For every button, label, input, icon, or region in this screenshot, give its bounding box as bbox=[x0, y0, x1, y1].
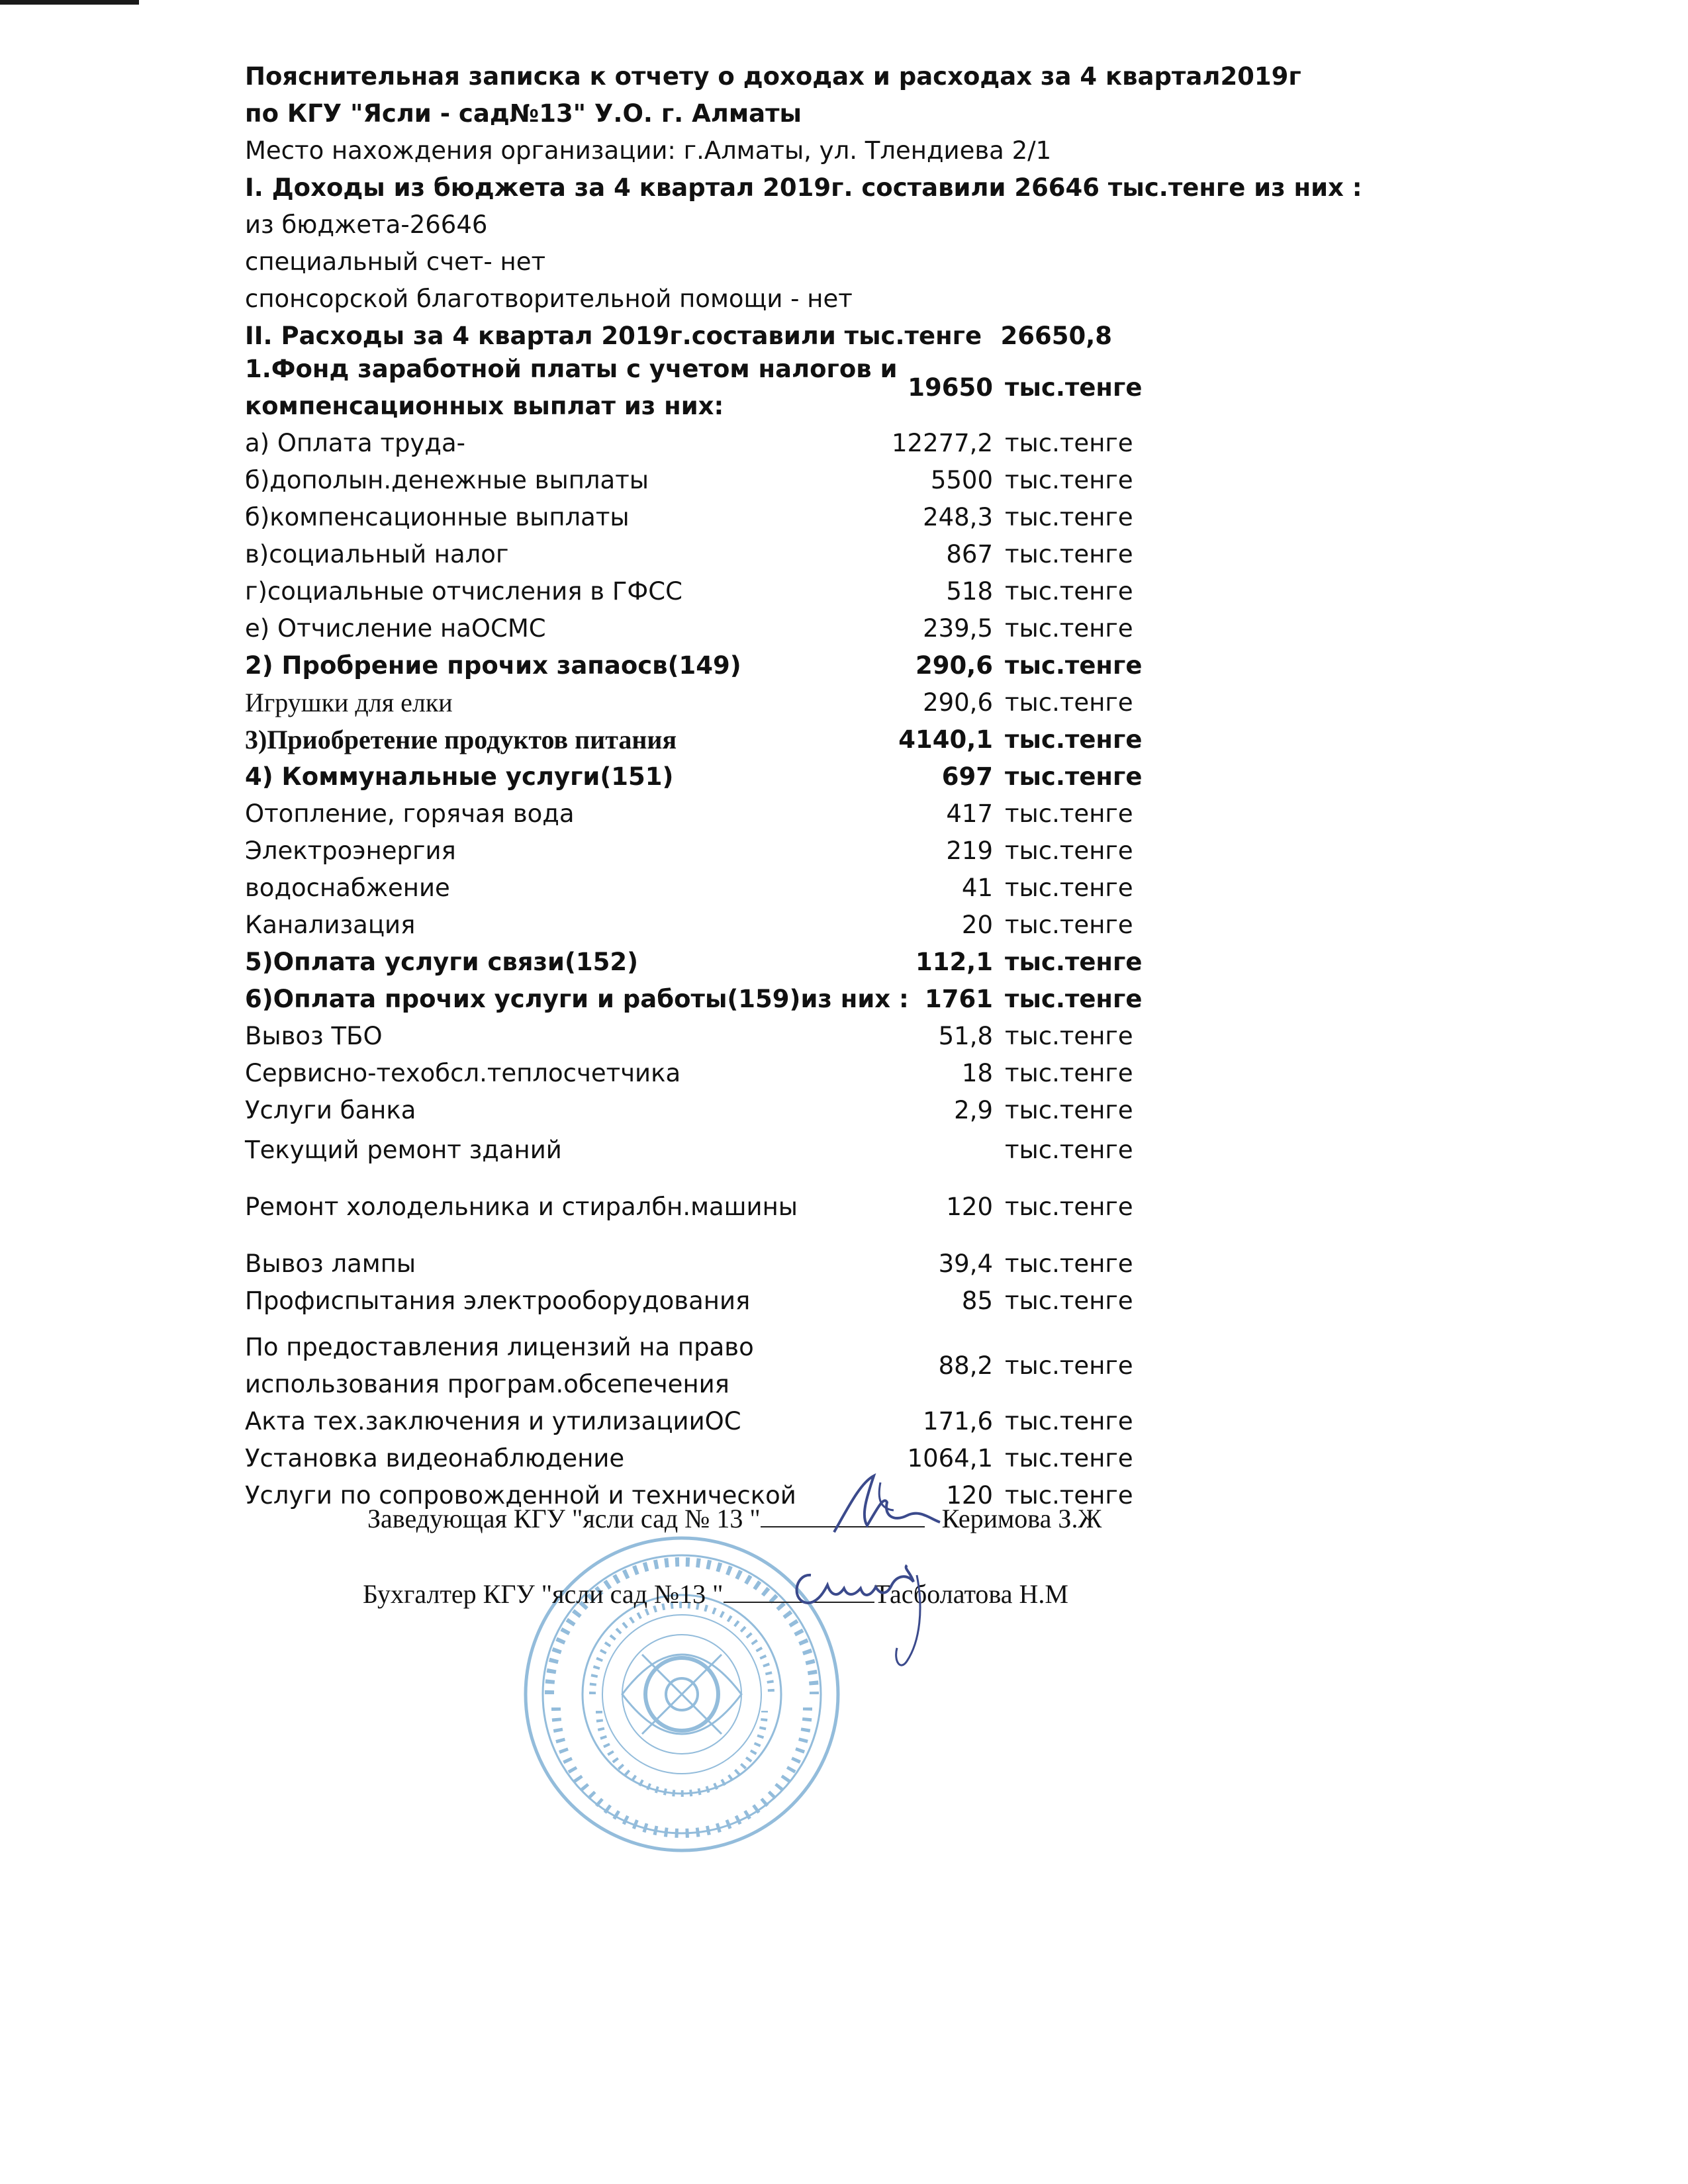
expense-value: 290,6 bbox=[915, 651, 993, 680]
expense-label: Услуги банка bbox=[245, 1096, 416, 1124]
expense-row bbox=[245, 758, 1143, 796]
organization-location: Место нахождения организации: г.Алматы, ул. Тлендиева 2/1 bbox=[245, 136, 1052, 165]
expense-label: 3)Приобретение продуктов питания bbox=[245, 725, 677, 754]
expense-row bbox=[245, 1403, 1133, 1440]
scan-edge-mark bbox=[0, 0, 139, 5]
expense-unit: тыс.тенге bbox=[1005, 1136, 1133, 1164]
expense-unit: тыс.тенге bbox=[1005, 614, 1133, 643]
expense-label: Отопление, горячая вода bbox=[245, 799, 575, 828]
accountant-signature-label: Бухгалтер КГУ "ясли сад №13 " bbox=[363, 1579, 724, 1609]
payroll-value: 19650 bbox=[908, 373, 993, 402]
expense-row bbox=[245, 1189, 1133, 1226]
expense-value: 2,9 bbox=[954, 1096, 993, 1124]
income-sponsor: спонсорской благотворительной помощи - нет bbox=[245, 285, 853, 313]
expense-unit: тыс.тенге bbox=[1005, 837, 1133, 865]
expense-label: 4) Коммунальные услуги(151) bbox=[245, 762, 674, 791]
license-label-line2: использования програм.обсепечения bbox=[245, 1370, 729, 1398]
expense-row bbox=[245, 610, 1133, 647]
expense-row bbox=[245, 1092, 1133, 1129]
income-heading: I. Доходы из бюджета за 4 квартал 2019г. составили 26646 тыс.тенге из них : bbox=[245, 173, 1362, 202]
expense-row bbox=[245, 1132, 1133, 1169]
expense-value: 5500 bbox=[930, 466, 993, 494]
expense-unit: тыс.тенге bbox=[1005, 540, 1133, 569]
expense-label: е) Отчисление наОСМС bbox=[245, 614, 546, 643]
expense-label: Вывоз ТБО bbox=[245, 1022, 383, 1050]
document-title-line2: по КГУ "Ясли - сад№13" У.О. г. Алматы bbox=[245, 99, 802, 128]
expense-label: б)дополын.денежные выплаты bbox=[245, 466, 649, 494]
payroll-row bbox=[245, 351, 1143, 425]
expense-unit: тыс.тенге bbox=[1005, 1250, 1133, 1278]
accountant-signature-line bbox=[363, 1578, 1068, 1610]
expense-row bbox=[245, 647, 1143, 684]
expense-row bbox=[245, 907, 1133, 944]
expense-value: 219 bbox=[946, 837, 993, 865]
expense-unit: тыс.тенге bbox=[1005, 1407, 1133, 1435]
expense-unit: тыс.тенге bbox=[1005, 1022, 1133, 1050]
expense-label: Профиспытания электрооборудования bbox=[245, 1287, 751, 1315]
expense-value: 20 bbox=[961, 911, 993, 939]
document-title-line1: Пояснительная записка к отчету о доходах и расходах за 4 квартал2019г bbox=[245, 62, 1301, 91]
expense-value: 39,4 bbox=[938, 1250, 993, 1278]
expense-label: Электроэнергия bbox=[245, 837, 456, 865]
head-signature-label: Заведующая КГУ "ясли сад № 13 " bbox=[367, 1504, 761, 1533]
expense-row bbox=[245, 684, 1133, 721]
expense-value: 1761 bbox=[925, 985, 993, 1013]
expense-unit: тыс.тенге bbox=[1005, 503, 1133, 531]
income-special-account: специальный счет- нет bbox=[245, 248, 546, 276]
expense-label: Сервисно-техобсл.теплосчетчика bbox=[245, 1059, 681, 1087]
expense-label: 5)Оплата услуги связи(152) bbox=[245, 948, 639, 976]
expense-row bbox=[245, 833, 1133, 870]
expense-row bbox=[245, 499, 1133, 536]
expenses-heading: II. Расходы за 4 квартал 2019г.составили тыс.тенге bbox=[245, 322, 982, 350]
expense-unit: тыс.тенге bbox=[1005, 799, 1133, 828]
license-unit: тыс.тенге bbox=[1005, 1351, 1133, 1380]
expense-row bbox=[245, 944, 1143, 981]
expense-label: Канализация bbox=[245, 911, 416, 939]
expense-label: 2) Пробрение прочих запаосв(149) bbox=[245, 651, 741, 680]
license-row bbox=[245, 1329, 1133, 1403]
expense-row bbox=[245, 573, 1133, 610]
expense-value: 171,6 bbox=[923, 1407, 993, 1435]
expense-label: Услуги по сопровожденной и технической bbox=[245, 1481, 796, 1510]
expense-unit: тыс.тенге bbox=[1005, 577, 1133, 606]
expense-row bbox=[245, 536, 1133, 573]
expense-row bbox=[245, 1440, 1133, 1477]
expense-unit: тыс.тенге bbox=[1005, 1096, 1133, 1124]
expense-value: 417 bbox=[946, 799, 993, 828]
expense-label: в)социальный налог bbox=[245, 540, 509, 569]
expense-unit: тыс.тенге bbox=[1005, 429, 1133, 457]
expense-value: 51,8 bbox=[938, 1022, 993, 1050]
expense-row bbox=[245, 1283, 1133, 1320]
expense-unit: тыс.тенге bbox=[1005, 762, 1143, 791]
expense-row bbox=[245, 425, 1133, 462]
expense-label: б)компенсационные выплаты bbox=[245, 503, 630, 531]
expense-row bbox=[245, 721, 1143, 758]
expense-value: 248,3 bbox=[923, 503, 993, 531]
expense-value: 867 bbox=[946, 540, 993, 569]
payroll-label-line2: компенсационных выплат из них: bbox=[245, 392, 724, 420]
expense-row bbox=[245, 796, 1133, 833]
expense-unit: тыс.тенге bbox=[1005, 874, 1133, 902]
expense-value: 120 bbox=[946, 1481, 993, 1510]
expense-row bbox=[245, 1055, 1133, 1092]
expense-row bbox=[245, 462, 1133, 499]
expense-unit: тыс.тенге bbox=[1005, 948, 1143, 976]
expense-value: 1064,1 bbox=[907, 1444, 993, 1473]
expense-label: 6)Оплата прочих услуги и работы(159)из них : bbox=[245, 985, 909, 1013]
expense-value: 290,6 bbox=[923, 688, 993, 717]
expense-unit: тыс.тенге bbox=[1005, 725, 1143, 754]
expense-value: 518 bbox=[946, 577, 993, 606]
expenses-heading-row bbox=[245, 318, 1119, 355]
income-budget: из бюджета-26646 bbox=[245, 210, 488, 239]
expense-value: 697 bbox=[941, 762, 993, 791]
expense-unit: тыс.тенге bbox=[1005, 911, 1133, 939]
expense-label: Акта тех.заключения и утилизацииОС bbox=[245, 1407, 741, 1435]
expense-value: 4140,1 bbox=[898, 725, 993, 754]
accountant-signature-name: Тасболатова Н.М bbox=[874, 1579, 1068, 1609]
expenses-total: 26650,8 bbox=[1000, 322, 1112, 350]
expense-label: а) Оплата труда- bbox=[245, 429, 466, 457]
expense-unit: тыс.тенге bbox=[1005, 985, 1143, 1013]
expense-unit: тыс.тенге bbox=[1005, 1444, 1133, 1473]
head-handwritten-signature bbox=[821, 1469, 953, 1549]
payroll-label-line1: 1.Фонд заработной платы с учетом налогов и bbox=[245, 355, 898, 383]
expense-label: Текущий ремонт зданий bbox=[245, 1136, 562, 1164]
expense-unit: тыс.тенге bbox=[1005, 1059, 1133, 1087]
expense-label: Вывоз лампы bbox=[245, 1250, 416, 1278]
expense-value: 41 bbox=[961, 874, 993, 902]
expense-value: 12277,2 bbox=[891, 429, 993, 457]
expense-label: г)социальные отчисления в ГФСС bbox=[245, 577, 682, 606]
expense-unit: тыс.тенге bbox=[1005, 1287, 1133, 1315]
expense-row bbox=[245, 1246, 1133, 1283]
expense-value: 120 bbox=[946, 1193, 993, 1221]
accountant-handwritten-signature bbox=[778, 1555, 950, 1681]
expense-value: 112,1 bbox=[915, 948, 993, 976]
expense-value: 18 bbox=[961, 1059, 993, 1087]
payroll-unit: тыс.тенге bbox=[1005, 373, 1143, 402]
expense-value: 239,5 bbox=[923, 614, 993, 643]
expense-unit: тыс.тенге bbox=[1005, 1193, 1133, 1221]
expense-unit: тыс.тенге bbox=[1005, 651, 1143, 680]
expense-unit: тыс.тенге bbox=[1005, 466, 1133, 494]
expense-label: водоснабжение bbox=[245, 874, 450, 902]
expense-row bbox=[245, 870, 1133, 907]
expense-value: 85 bbox=[961, 1287, 993, 1315]
expense-unit: тыс.тенге bbox=[1005, 1481, 1133, 1510]
expense-label: Ремонт холодельника и стиралбн.машины bbox=[245, 1193, 798, 1221]
expense-row bbox=[245, 1018, 1133, 1055]
expense-row bbox=[245, 981, 1143, 1018]
expense-label: Игрушки для елки bbox=[245, 688, 453, 717]
head-signature-line bbox=[367, 1502, 1102, 1534]
license-value: 88,2 bbox=[938, 1351, 993, 1380]
expense-label: Установка видеонаблюдение bbox=[245, 1444, 625, 1473]
license-label-line1: По предоставления лицензий на право bbox=[245, 1333, 754, 1361]
head-signature-name: Керимова З.Ж bbox=[941, 1504, 1102, 1533]
expense-unit: тыс.тенге bbox=[1005, 688, 1133, 717]
